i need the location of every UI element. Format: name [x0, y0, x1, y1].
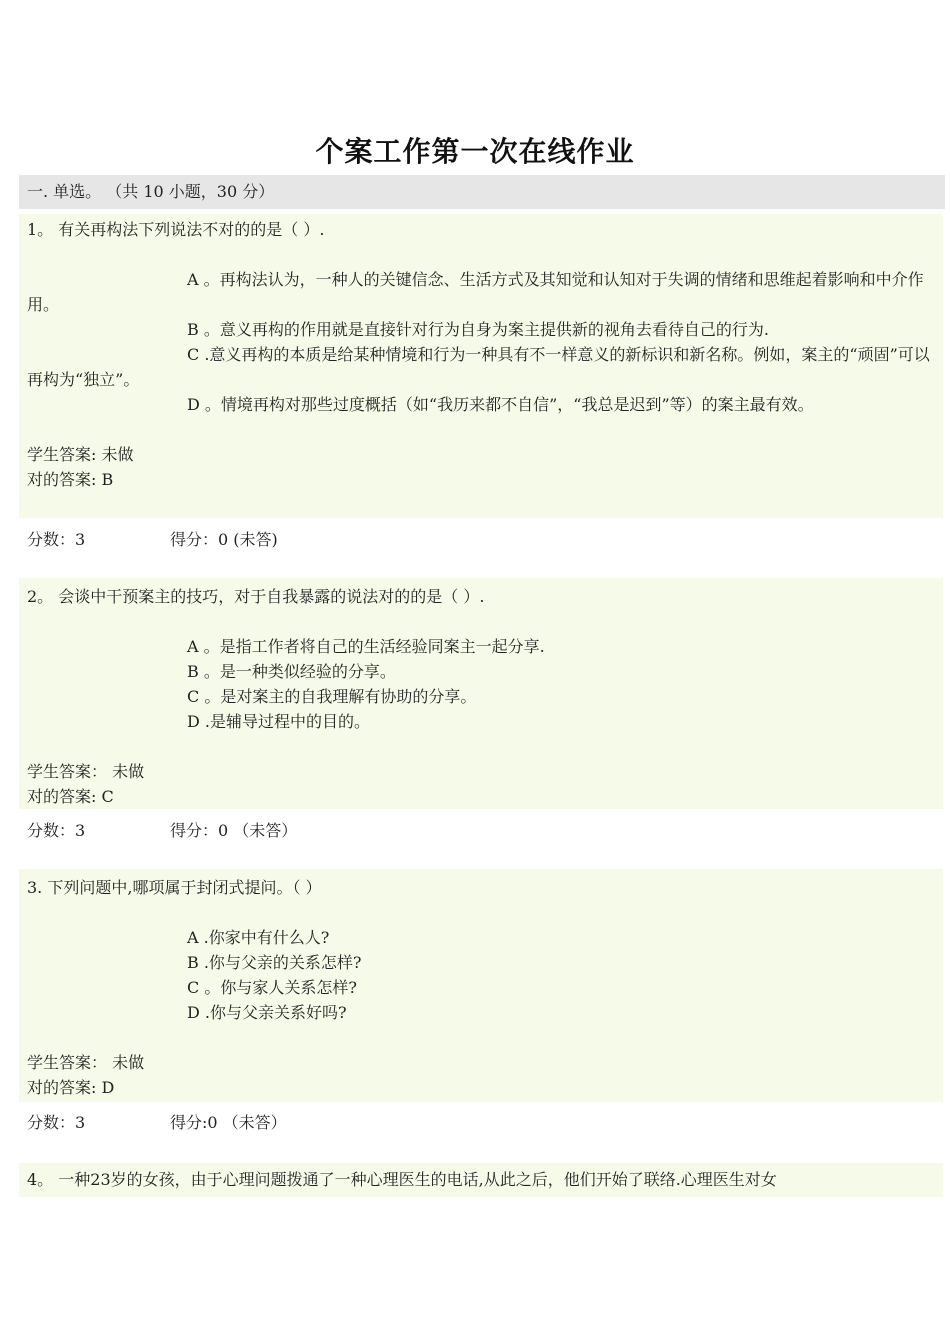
- question-2-score: 分数：3: [27, 821, 86, 840]
- question-2-got: 得分：0 （未答）: [170, 821, 298, 840]
- question-2-block: [19, 578, 943, 809]
- question-1-option-c[interactable]: C .意义再构的本质是给某种情境和行为一种具有不一样意义的新标识和新名称。例如，案主的“顽固”可以再构为“独立”。: [27, 345, 930, 389]
- question-1-score-row: [27, 525, 278, 555]
- document-title: 个案工作第一次在线作业: [315, 135, 635, 168]
- question-2-student-answer: 学生答案： 未做: [27, 762, 145, 781]
- question-2-option-a[interactable]: A 。是指工作者将自己的生活经验同案主一起分享.: [187, 637, 545, 656]
- question-2-option-b[interactable]: B 。是一种类似经验的分享。: [187, 662, 396, 681]
- question-1-option-b[interactable]: B 。意义再构的作用就是直接针对行为自身为案主提供新的视角去看待自己的行为.: [187, 320, 769, 339]
- question-2-option-c[interactable]: C 。是对案主的自我理解有协助的分享。: [187, 687, 477, 706]
- question-1-block: [19, 214, 943, 518]
- question-2-option-d[interactable]: D .是辅导过程中的目的。: [187, 712, 371, 731]
- question-3-option-b[interactable]: B .你与父亲的关系怎样?: [187, 953, 362, 972]
- question-2-correct-answer: 对的答案: C: [27, 787, 114, 806]
- question-3-correct-answer: 对的答案: D: [27, 1078, 115, 1097]
- question-1-score: 分数：3: [27, 530, 86, 549]
- question-3-got: 得分:0 （未答）: [170, 1113, 287, 1132]
- question-4-stem: 4。 一种23岁的女孩，由于心理问题拨通了一种心理医生的电话,从此之后，他们开始了联络.心理医生对女: [27, 1170, 777, 1189]
- question-1-student-answer: 学生答案: 未做: [27, 445, 134, 464]
- question-3-option-c[interactable]: C 。你与家人关系怎样?: [187, 978, 357, 997]
- question-4-block: [19, 1163, 943, 1197]
- question-3-stem: 3. 下列问题中,哪项属于封闭式提问。（ ）: [27, 878, 322, 897]
- question-2-stem: 2。 会谈中干预案主的技巧，对于自我暴露的说法对的的是（ ）.: [27, 587, 485, 606]
- question-1-stem: 1。 有关再构法下列说法不对的的是（ ）.: [27, 220, 325, 239]
- question-3-student-answer: 学生答案： 未做: [27, 1053, 145, 1072]
- question-1-got: 得分：0 (未答): [170, 530, 278, 549]
- question-1-option-a[interactable]: A 。再构法认为，一种人的关键信念、生活方式及其知觉和认知对于失调的情绪和思维起着影响和中介作用。: [27, 270, 924, 314]
- question-3-score-row: [27, 1108, 287, 1138]
- question-3-option-d[interactable]: D .你与父亲关系好吗?: [187, 1003, 347, 1022]
- question-1-option-d[interactable]: D 。情境再构对那些过度概括（如“我历来都不自信”，“我总是迟到”等）的案主最有效。: [187, 395, 814, 414]
- question-3-block: [19, 869, 943, 1102]
- question-3-option-a[interactable]: A .你家中有什么人?: [187, 928, 330, 947]
- question-2-score-row: [27, 816, 298, 846]
- question-1-correct-answer: 对的答案: B: [27, 470, 114, 489]
- section-header: 一. 单选。 （共 10 小题，30 分）: [19, 175, 945, 209]
- question-3-score: 分数：3: [27, 1113, 86, 1132]
